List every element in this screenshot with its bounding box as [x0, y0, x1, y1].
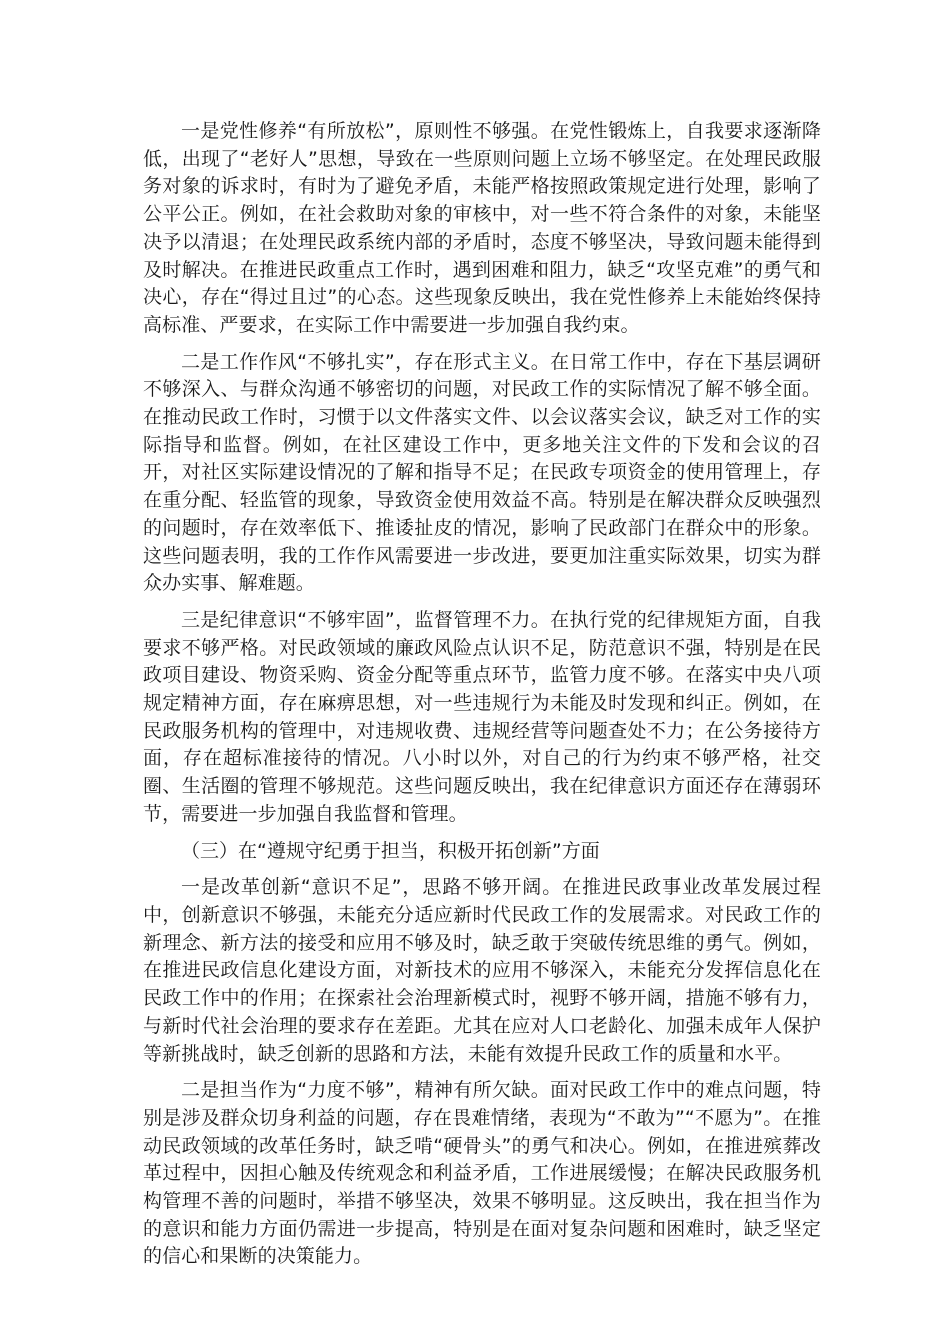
document-body [143, 118, 821, 1271]
paragraph-party-cultivation: 一是党性修养“有所放松”，原则性不够强。在党性锻炼上，自我要求逐渐降低，出现了“老好人”思想，导致在一些原则问题上立场不够坚定。在处理民政服务对象的诉求时，有时为了避免矛盾，未能严格按照政策规定进行处理，影响了公平公正。例如，在社会救助对象的审核中，对一些不符合条件的对象，未能坚决予以清退；在处理民政系统内部的矛盾时，态度不够坚决，导致问题未能得到及时解决。在推进民政重点工作时，遇到困难和阻力，缺乏“攻坚克难”的勇气和决心，存在“得过且过”的心态。这些现象反映出，我在党性修养上未能始终保持高标准、严要求，在实际工作中需要进一步加强自我约束。 [143, 120, 821, 336]
section-heading: （三）在“遵规守纪勇于担当，积极开拓创新”方面 [181, 839, 600, 862]
paragraph-work-style: 二是工作作风“不够扎实”，存在形式主义。在日常工作中，存在下基层调研不够深入、与群众沟通不够密切的问题，对民政工作的实际情况了解不够全面。在推动民政工作时，习惯于以文件落实文件、以会议落实会议，缺乏对工作的实际指导和监督。例如，在社区建设工作中，更多地关注文件的下发和会议的召开，对社区实际建设情况的了解和指导不足；在民政专项资金的使用管理上，存在重分配、轻监管的现象，导致资金使用效益不高。特别是在解决群众反映强烈的问题时，存在效率低下、推诿扯皮的情况，影响了民政部门在群众中的形象。这些问题表明，我的工作作风需要进一步改进，要更加注重实际效果，切实为群众办实事、解难题。 [143, 350, 821, 595]
paragraph-innovation: 一是改革创新“意识不足”，思路不够开阔。在推进民政事业改革发展过程中，创新意识不够强，未能充分适应新时代民政工作的发展需求。对民政工作的新理念、新方法的接受和应用不够及时，缺乏敢于突破传统思维的勇气。例如，在推进民政信息化建设方面，对新技术的应用不够深入，未能充分发挥信息化在民政工作中的作用；在探索社会治理新模式时，视野不够开阔，措施不够有力，与新时代社会治理的要求存在差距。尤其在应对人口老龄化、加强未成年人保护等新挑战时，缺乏创新的思路和方法，未能有效提升民政工作的质量和水平。 [143, 876, 821, 1065]
paragraph-discipline: 三是纪律意识“不够牢固”，监督管理不力。在执行党的纪律规矩方面，自我要求不够严格。对民政领域的廉政风险点认识不足，防范意识不强，特别是在民政项目建设、物资采购、资金分配等重点环节，监管力度不够。在落实中央八项规定精神方面，存在麻痹思想，对一些违规行为未能及时发现和纠正。例如，在民政服务机构的管理中，对违规收费、违规经营等问题查处不力；在公务接待方面，存在超标准接待的情况。八小时以外，对自己的行为约束不够严格，社交圈、生活圈的管理不够规范。这些问题反映出，我在纪律意识方面还存在薄弱环节，需要进一步加强自我监督和管理。 [143, 608, 821, 825]
paragraph-responsibility: 二是担当作为“力度不够”，精神有所欠缺。面对民政工作中的难点问题，特别是涉及群众切身利益的问题，存在畏难情绪，表现为“不敢为”“不愿为”。在推动民政领域的改革任务时，缺乏啃“硬骨头”的勇气和决心。例如，在推进殡葬改革过程中，因担心触及传统观念和利益矛盾，工作进展缓慢；在解决民政服务机构管理不善的问题时，举措不够坚决，效果不够明显。这反映出，我在担当作为的意识和能力方面仍需进一步提高，特别是在面对复杂问题和困难时，缺乏坚定的信心和果断的决策能力。 [143, 1079, 821, 1268]
